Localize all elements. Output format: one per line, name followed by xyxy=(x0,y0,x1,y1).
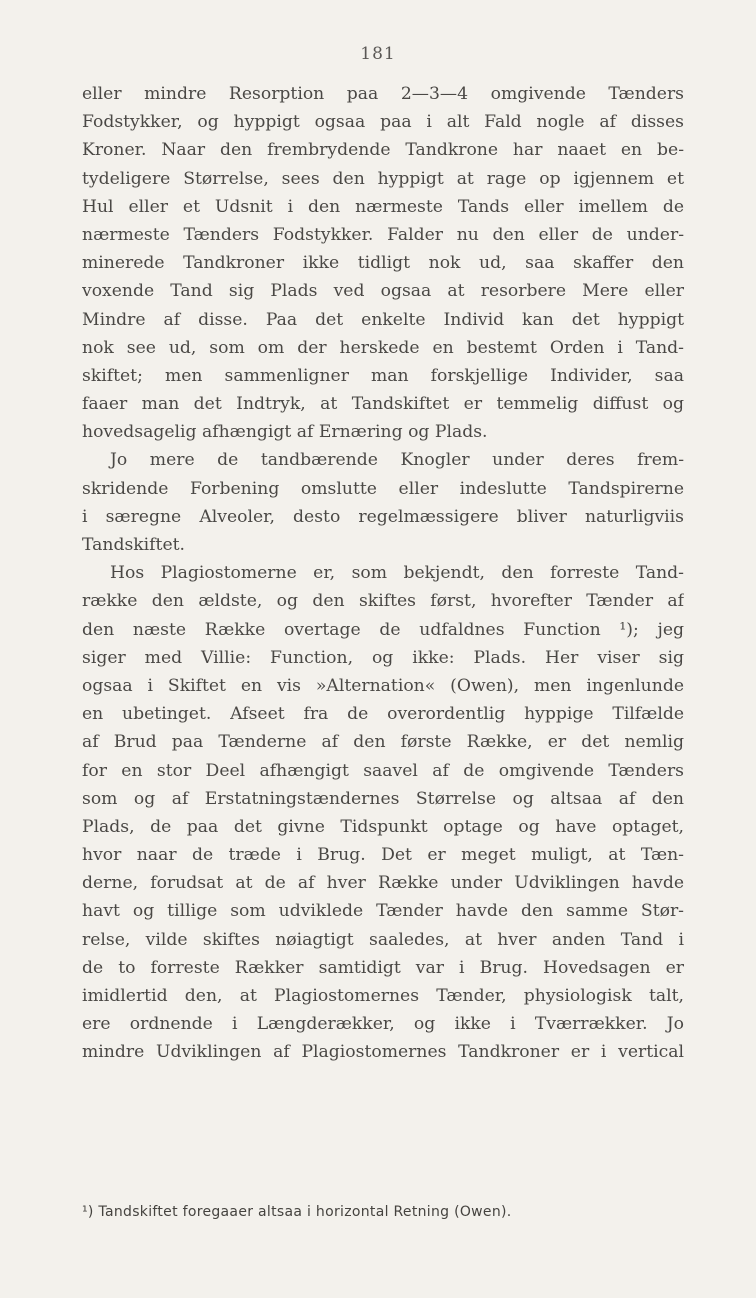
text-line: Mindre af disse. Paa det enkelte Individ kan det hyppigt xyxy=(82,309,684,330)
paragraph xyxy=(82,559,684,1066)
text-line: en ubetinget. Afseet fra de overordentlig hyppige Tilfælde xyxy=(82,704,684,725)
text-line: skridende Forbening omslutte eller indeslutte Tandspirerne xyxy=(82,478,684,499)
text-line: hovedsagelig afhængigt af Ernæring og Plads. xyxy=(82,422,488,443)
paragraph xyxy=(82,446,684,559)
text-line: af Brud paa Tænderne af den første Række, er det nemlig xyxy=(82,732,684,753)
text-line: Plads, de paa det givne Tidspunkt optage og have optaget, xyxy=(82,816,684,837)
text-line: nok see ud, som om der herskede en bestemt Orden i Tand- xyxy=(82,337,684,358)
text-line: eller mindre Resorption paa 2—3—4 omgivende Tænders xyxy=(82,84,684,104)
text-line: ogsaa i Skiftet en vis »Alternation« (Owen), men ingenlunde xyxy=(82,675,684,696)
text-line: Tandskiftet. xyxy=(82,535,185,555)
text-line: Fodstykker, og hyppigt ogsaa paa i alt Fald nogle af disses xyxy=(82,112,684,133)
text-line: nærmeste Tænders Fodstykker. Falder nu den eller de under- xyxy=(82,224,684,245)
text-line: række den ældste, og den skiftes først, hvorefter Tænder af xyxy=(82,591,684,612)
text-line: i særegne Alveoler, desto regelmæssigere bliver naturligviis xyxy=(82,506,684,527)
text-line: mindre Udviklingen af Plagiostomernes Tandkroner er i vertical xyxy=(82,1042,684,1063)
text-line: tydeligere Størrelse, sees den hyppigt at rage op igjennem et xyxy=(82,168,684,189)
text-line: havt og tillige som udviklede Tænder havde den samme Stør- xyxy=(82,901,684,922)
text-line: hvor naar de træde i Brug. Det er meget muligt, at Tæn- xyxy=(82,845,684,866)
text-line: ere ordnende i Længderækker, og ikke i Tværrækker. Jo xyxy=(82,1014,684,1035)
text-line: imidlertid den, at Plagiostomernes Tænder, physiologisk talt, xyxy=(82,986,684,1006)
text-line: Hos Plagiostomerne er, som bekjendt, den forreste Tand- xyxy=(110,563,684,584)
text-line: Jo mere de tandbærende Knogler under deres frem- xyxy=(110,450,684,471)
text-line: minerede Tandkroner ikke tidligt nok ud, saa skaffer den xyxy=(82,253,684,274)
text-line: Kroner. Naar den frembrydende Tandkrone har naaet en be- xyxy=(82,140,684,161)
text-line: skiftet; men sammenligner man forskjellige Individer, saa xyxy=(82,365,684,386)
text-line: siger med Villie: Function, og ikke: Plads. Her viser sig xyxy=(82,647,684,668)
text-line: for en stor Deel afhængigt saavel af de omgivende Tænders xyxy=(82,760,684,781)
text-line: relse, vilde skiftes nøiagtigt saaledes, at hver anden Tand i xyxy=(82,929,684,950)
text-line: den næste Række overtage de udfaldnes Function ¹); jeg xyxy=(82,619,684,640)
footnote: ¹) Tandskiftet foregaaer altsaa i horizontal Retning (Owen). xyxy=(82,1204,512,1220)
paragraph xyxy=(82,80,684,446)
text-line: faaer man det Indtryk, at Tandskiftet er temmelig diffust og xyxy=(82,394,684,415)
body-text xyxy=(82,80,684,1067)
page-number: 181 xyxy=(360,44,396,64)
text-line: voxende Tand sig Plads ved ogsaa at resorbere Mere eller xyxy=(82,281,684,302)
text-line: derne, forudsat at de af hver Række under Udviklingen havde xyxy=(82,873,684,894)
text-line: som og af Erstatningstændernes Størrelse og altsaa af den xyxy=(82,788,684,809)
text-line: Hul eller et Udsnit i den nærmeste Tands eller imellem de xyxy=(82,196,684,217)
text-line: de to forreste Rækker samtidigt var i Brug. Hovedsagen er xyxy=(82,957,684,978)
